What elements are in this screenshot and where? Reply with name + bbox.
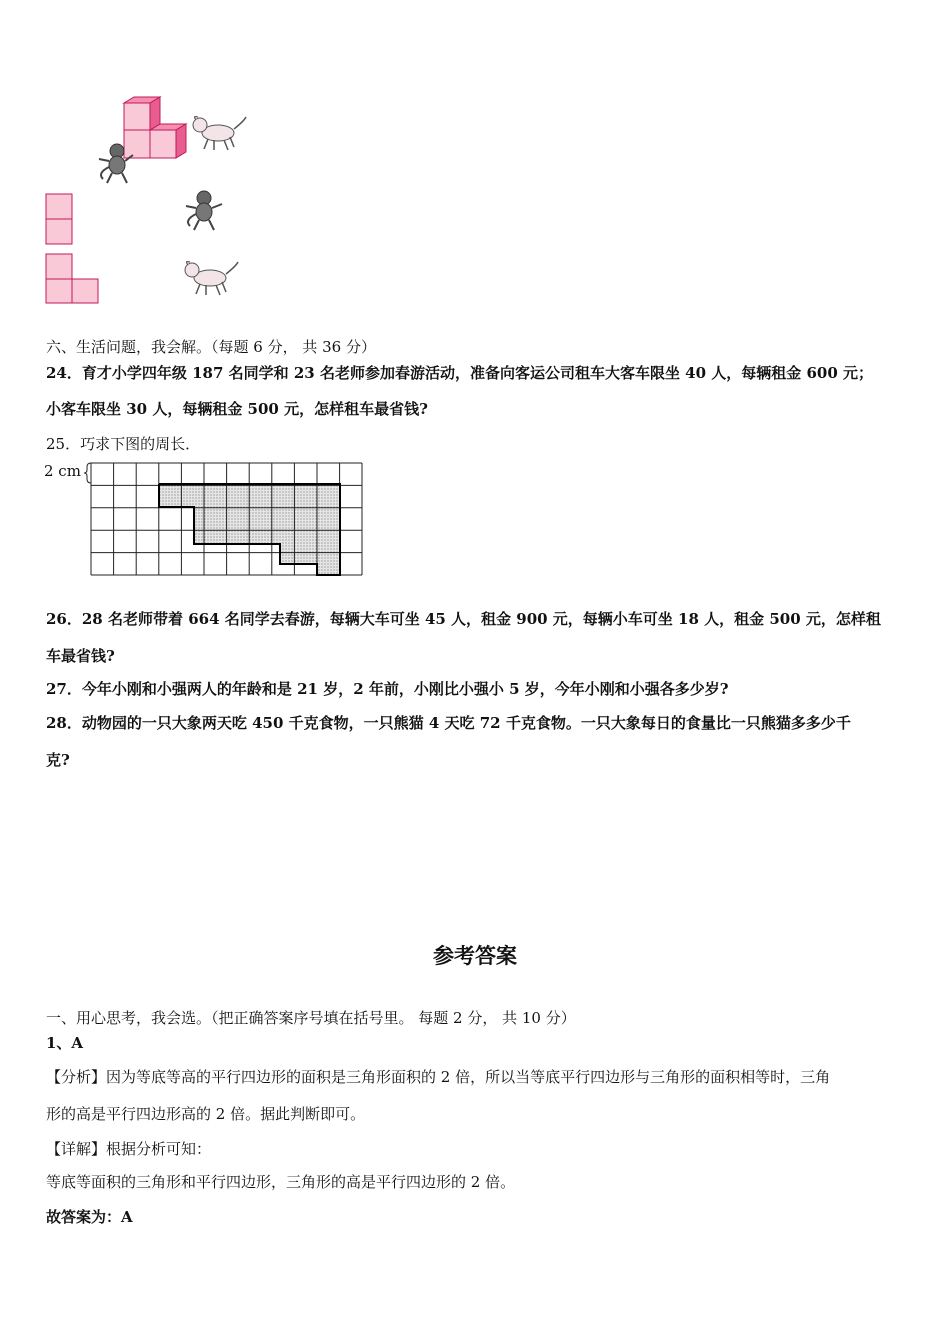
view-two-stacked-squares <box>46 194 72 244</box>
answers-title: 参考答案 <box>433 944 517 968</box>
grid-scale-label: 2 cm <box>44 462 81 480</box>
dog-icon-2 <box>185 261 238 295</box>
q26-line1: 26．28 名老师带着 664 名同学去春游，每辆大车可坐 45 人，租金 900 元，每辆小车可坐 18 人，租金 500 元，怎样租 <box>46 610 881 628</box>
analysis-line2: 形的高是平行四边形高的 2 倍。据此判断即可。 <box>46 1105 366 1123</box>
scale-brace <box>84 463 91 483</box>
perimeter-grid-figure <box>84 461 366 579</box>
answer-1-label: 1、A <box>46 1034 84 1052</box>
q28-line1: 28．动物园的一只大象两天吃 450 千克食物，一只熊猫 4 天吃 72 千克食物。一只大象每日的食量比一只熊猫多多少千 <box>46 714 851 732</box>
view-l-shape <box>46 254 98 303</box>
cube-view-figure <box>40 95 270 310</box>
stacked-cubes <box>124 97 186 158</box>
conclusion: 故答案为：A <box>46 1208 133 1226</box>
answers-section1-heading: 一、用心思考，我会选。（把正确答案序号填在括号里。 每题 2 分， 共 10 分） <box>46 1009 576 1027</box>
detail-text: 等底等面积的三角形和平行四边形，三角形的高是平行四边形的 2 倍。 <box>46 1173 516 1191</box>
q24-line1: 24．育才小学四年级 187 名同学和 23 名老师参加春游活动，准备向客运公司租车大客车限坐 40 人，每辆租金 600 元； <box>46 364 874 382</box>
q25-text: 25．巧求下图的周长． <box>46 435 201 453</box>
q24-line2: 小客车限坐 30 人，每辆租金 500 元，怎样租车最省钱? <box>46 400 428 418</box>
section6-heading: 六、生活问题，我会解。（每题 6 分， 共 36 分） <box>46 338 376 356</box>
q26-line2: 车最省钱? <box>46 647 115 665</box>
q27-text: 27．今年小刚和小强两人的年龄和是 21 岁，2 年前，小刚比小强小 5 岁，今年小刚和小强各多少岁? <box>46 680 729 698</box>
q28-line2: 克? <box>46 751 70 769</box>
monkey-icon-2 <box>186 191 222 230</box>
analysis-line1: 【分析】因为等底等高的平行四边形的面积是三角形面积的 2 倍，所以当等底平行四边形与三角形的面积相等时，三角 <box>46 1068 831 1086</box>
detail-label: 【详解】根据分析可知： <box>46 1140 212 1158</box>
dog-icon <box>193 116 246 150</box>
